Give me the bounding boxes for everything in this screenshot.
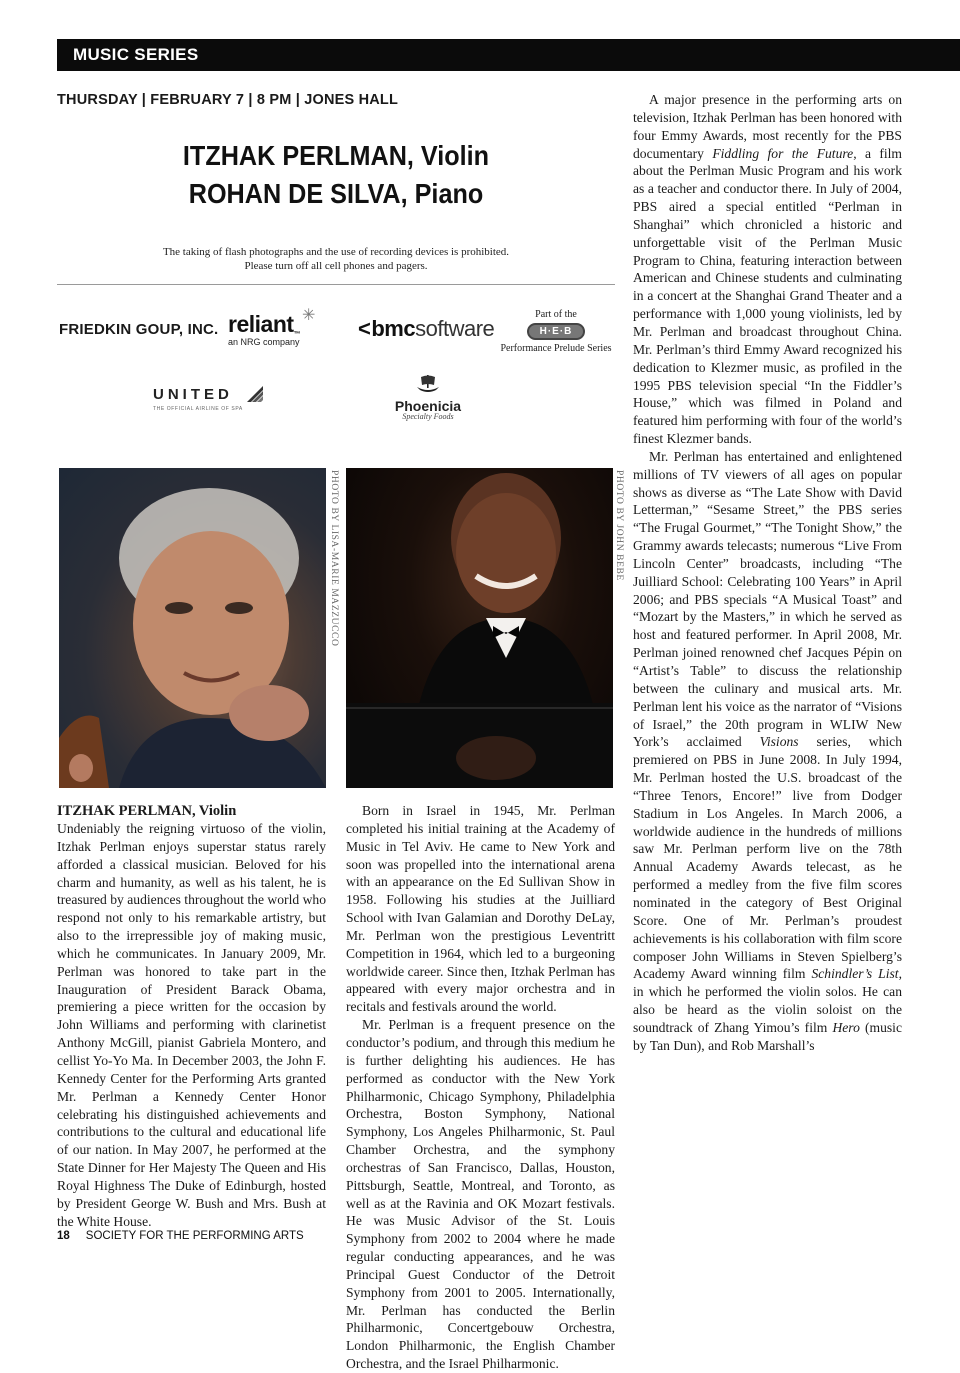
article-column-1 — [57, 802, 326, 1230]
phoenicia-wordmark: Phoenicia — [394, 398, 462, 414]
hero-title: Hero — [832, 1019, 860, 1035]
reliant-tagline: an NRG company — [228, 337, 300, 347]
schindlers-list-title: Schindler’s List — [811, 966, 899, 982]
divider-rule — [57, 284, 615, 285]
music-series-band — [57, 39, 960, 71]
notice-line-1: The taking of flash photographs and the use of recording devices is prohibited. — [162, 246, 510, 258]
sponsor-phoenicia — [392, 373, 464, 421]
publication-name: SOCIETY FOR THE PERFORMING ARTS — [85, 1230, 304, 1242]
article-paragraph-3: Mr. Perlman is a frequent presence on the conductor’s podium, and through this medium he is further delighting his audiences. He has performed as conductor with the New York Philharmonic, Chicago Symphony, Philadelphia Orchestra, Boston Symphony, National Symphony, Los Angeles Philharmonic, St. Paul Chamber Orchestra, and the symphony orchestras of San Francisco, Dallas, Houston, Pittsburgh, Seattle, Montreal, and Toronto, as well as at the Ravinia and OK Mozart festivals. He was Music Advisor of the St. Louis Symphony from 2002 to 2004 where he made regular conducting appearances, and he was Principal Guest Conductor of the Detroit Symphony from 2001 to 2005. Internationally, Mr. Perlman has conducted the Berlin Philharmonic, Concertgebouw Orchestra, London Philharmonic, the English Chamber Orchestra, and the Israel Philharmonic. — [346, 1017, 615, 1372]
fiddling-title: Fiddling for the Future — [712, 145, 854, 161]
title-performer-2: ROHAN DE SILVA, Piano — [188, 178, 484, 209]
heb-series-name: Performance Prelude Series — [500, 343, 612, 354]
sponsor-heb — [497, 309, 615, 355]
bmc-chevron-icon: < — [358, 316, 371, 341]
photo-credit-perlman: PHOTO BY LISA-MARIE MAZZUCCO — [329, 470, 339, 647]
reliant-spark-icon: ✳ — [302, 307, 316, 324]
perlman-portrait-photo — [59, 468, 326, 788]
article-paragraph-1: Undeniably the reigning virtuoso of the violin, Itzhak Perlman enjoys superstar status rarely afforded a classical musician. Beloved for his charm and humanity, as well as his talent, he is treasured by audiences throughout the world who respond not only to his remarkable artistry, but also to the irrepressible joy of making music, which he communicates. In January 2009, Mr. Perlman was honored to take part in the Inauguration of President Barack Obama, premiering a piece written for the occasion by John Williams and performing with clarinetist Anthony McGill, pianist Gabriela Montero, and cellist Yo-Yo Ma. In December 2003, the John F. Kennedy Center for the Performing Arts granted Mr. Perlman a Kennedy Center Honor celebrating his distinguished achievements and contributions to the cultural and educational life of our nation. In May 2007, he performed at the State Dinner for Her Majesty The Queen and His Royal Highness The Duke of Edinburgh, hosted by President George W. Bush and Mrs. Bush at the White House. — [57, 821, 326, 1229]
article-paragraph-5: Mr. Perlman has entertained and enlightened millions of TV viewers of all ages on popular shows as diverse as “The Late Show with David Letterman,” “Sesame Street,” the PBS series “The Frugal Gourmet,” “The Tonight Show,” the Grammy awards telecasts; numerous “Live From Lincoln Center” broadcasts, including “The Juilliard School: Celebrating 100 Years” in April 2006; and PBS specials “A Musical Toast” and “Mozart by the Masters,” in which he served as host and featured performer. In April 2008, Mr. Perlman joined renowned chef Jacques Pépin on “Artist’s Table” to discuss the relationship between the culinary and musical arts. Mr. Perlman lent his voice as the narrator of “Visions of Israel,” the 20th program in WLIW New York’s acclaimed Visions series, which premiered on PBS in June 2008. In July 1994, Mr. Perlman hosted the U.S. broadcast of the “Three Tenors, Encore!” live from Dodger Stadium in Los Angeles. In March 2006, a worldwide audience in the hundreds of millions saw Mr. Perlman perform live on the 78th Annual Academy Awards telecast, as he performed a medley from the five film scores nominated in the category of Best Original Score. One of Mr. Perlman’s proudest achievements is his collaboration with film score composer John Williams in Steven Spielberg’s Academy Award winning film Schindler’s List, in which he performed the violin solos. He can also be heard as the violin soloist on the soundtrack of Zhang Yimou’s film Hero (music by Tan Dun), and Rob Marshall’s — [633, 448, 902, 1053]
united-globe-icon — [245, 384, 265, 404]
article-column-3 — [633, 91, 902, 1055]
photo-credit-de-silva: PHOTO BY JOHN BEBE — [614, 470, 624, 581]
page-footer — [57, 1230, 304, 1242]
united-wordmark: UNITED — [153, 386, 233, 403]
title-performer-1: ITZHAK PERLMAN, Violin — [182, 140, 490, 171]
page-number: 18 — [57, 1230, 70, 1242]
article-heading: ITZHAK PERLMAN, Violin — [57, 803, 237, 819]
article-paragraph-2: Born in Israel in 1945, Mr. Perlman completed his initial training at the Academy of Music in Tel Aviv. He came to New York and soon was propelled into the international arena with an appearance on the Ed Sullivan Show in 1958. Following his studies at the Juilliard School with Ivan Galamian and Dorothy DeLay, Mr. Perlman won the prestigious Leventritt Competition in 1964, which led to a burgeoning worldwide career. Since then, Itzhak Perlman has appeared with every major orchestra and in recitals and festivals around the world. — [346, 803, 615, 1015]
article-paragraph-4: A major presence in the performing arts on television, Itzhak Perlman has been honored with four Emmy Awards, most recently for the PBS documentary Fiddling for the Future, a film about the Perlman Music Program and his work as a teacher and conductor there. In July of 2004, PBS aired a special entitled “Perlman in Shanghai” which chronicled a historic and unforgettable visit of the Perlman Music Program to China, featuring interaction between American and Chinese students and culminating in a concert at the Shanghai Grand Theater and a performance with 1,000 young violinists, led by Mr. Perlman and broadcast throughout China. Mr. Perlman’s third Emmy Award recognized his dedication to Klezmer music, as profiled in the 1995 PBS television special “In the Fiddler’s House,” which was filmed in Poland and featured him performing with four of the world’s finest Klezmer bands. — [633, 92, 902, 447]
sponsor-reliant — [228, 307, 316, 347]
heb-part-of: Part of the — [535, 309, 577, 320]
phoenicia-ship-icon — [415, 373, 441, 393]
sponsor-united — [153, 386, 243, 412]
series-label: MUSIC SERIES — [73, 45, 199, 64]
sponsor-bmc: <bmcsoftware — [358, 316, 495, 341]
phoenicia-tagline: Specialty Foods — [402, 412, 454, 421]
visions-title: Visions — [759, 734, 799, 750]
event-dateline: THURSDAY | FEBRUARY 7 | 8 PM | JONES HALL — [57, 92, 399, 108]
photography-notice — [57, 245, 615, 273]
program-title — [85, 137, 587, 213]
heb-logo: H·E·B — [527, 323, 585, 340]
de-silva-portrait-photo — [346, 468, 613, 788]
united-tagline: THE OFFICIAL AIRLINE OF SPA — [153, 406, 243, 412]
notice-line-2: Please turn off all cell phones and pagers. — [244, 260, 428, 272]
article-column-2 — [346, 802, 615, 1373]
reliant-wordmark: reliant™ — [228, 311, 301, 338]
sponsor-friedkin: FRIEDKIN GOUP, INC. — [59, 321, 219, 338]
